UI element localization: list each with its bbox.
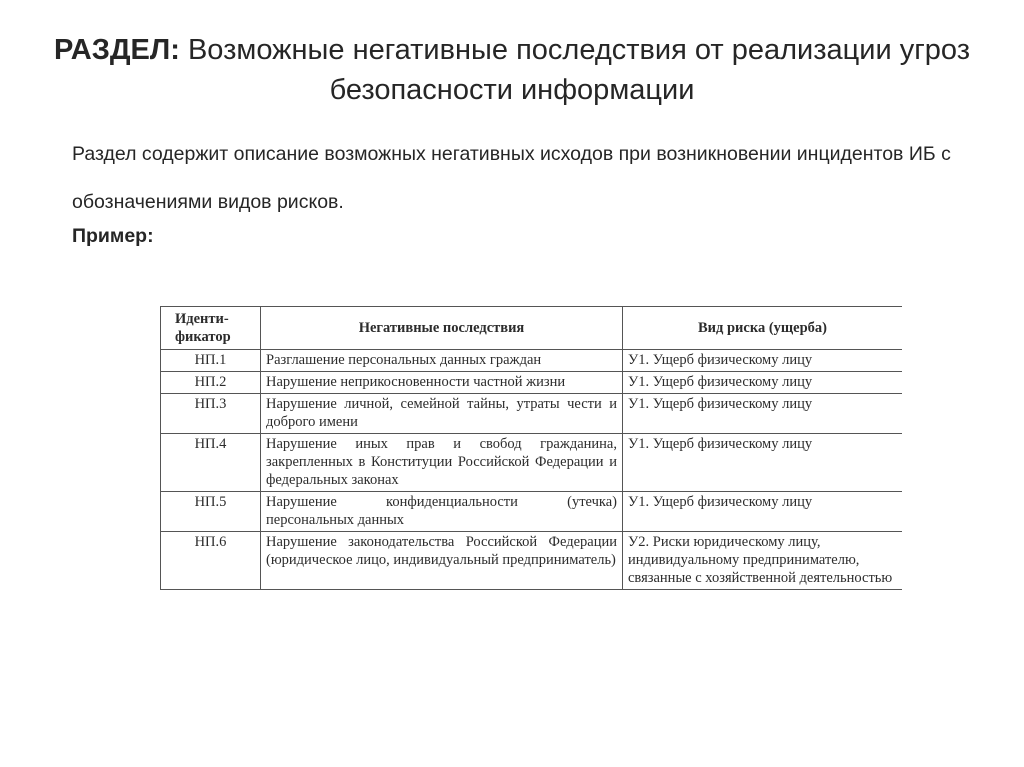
row-risk: У1. Ущерб физическому лицу xyxy=(623,350,903,372)
table-row xyxy=(161,492,903,532)
row-consequence: Нарушение законодательства Российской Федерации (юридическое лицо, индивидуальный предприниматель) xyxy=(261,532,623,590)
row-id: НП.2 xyxy=(161,372,261,394)
risk-table xyxy=(160,306,902,590)
example-table-image xyxy=(160,306,902,706)
table-row xyxy=(161,434,903,492)
table-row xyxy=(161,532,903,590)
row-consequence: Нарушение личной, семейной тайны, утраты чести и доброго имени xyxy=(261,394,623,434)
row-consequence: Нарушение иных прав и свобод гражданина, закрепленных в Конституции Российской Федерации и федеральных законах xyxy=(261,434,623,492)
row-risk: У1. Ущерб физическому лицу xyxy=(623,394,903,434)
header-consequences: Негативные последствия xyxy=(261,307,623,350)
row-id: НП.6 xyxy=(161,532,261,590)
title-lead: РАЗДЕЛ: xyxy=(53,34,180,66)
table-row xyxy=(161,394,903,434)
title-text: Возможные негативные последствия от реализации угроз безопасности информации xyxy=(179,34,971,106)
row-id: НП.3 xyxy=(161,394,261,434)
table-header-row xyxy=(161,307,903,350)
row-risk: У1. Ущерб физическому лицу xyxy=(623,372,903,394)
row-id: НП.4 xyxy=(161,434,261,492)
row-risk: У1. Ущерб физическому лицу xyxy=(623,434,903,492)
header-risk-type: Вид риска (ущерба) xyxy=(623,307,903,350)
row-risk: У2. Риски юридическому лицу, индивидуальному предпринимателю, связанные с хозяйственной деятельностью xyxy=(623,532,903,590)
example-label: Пример: xyxy=(72,225,154,247)
table-row xyxy=(161,372,903,394)
row-risk: У1. Ущерб физическому лицу xyxy=(623,492,903,532)
header-identifier: Иденти- фикатор xyxy=(161,307,261,350)
row-id: НП.1 xyxy=(161,350,261,372)
row-consequence: Нарушение неприкосновенности частной жизни xyxy=(261,372,623,394)
slide-title xyxy=(40,30,984,110)
row-id: НП.5 xyxy=(161,492,261,532)
intro-paragraph: Раздел содержит описание возможных негативных исходов при возникновении инцидентов ИБ с обозначениями видов рисков. xyxy=(72,143,951,213)
row-consequence: Разглашение персональных данных граждан xyxy=(261,350,623,372)
row-consequence: Нарушение конфиденциальности (утечка) персональных данных xyxy=(261,492,623,532)
table-row xyxy=(161,350,903,372)
